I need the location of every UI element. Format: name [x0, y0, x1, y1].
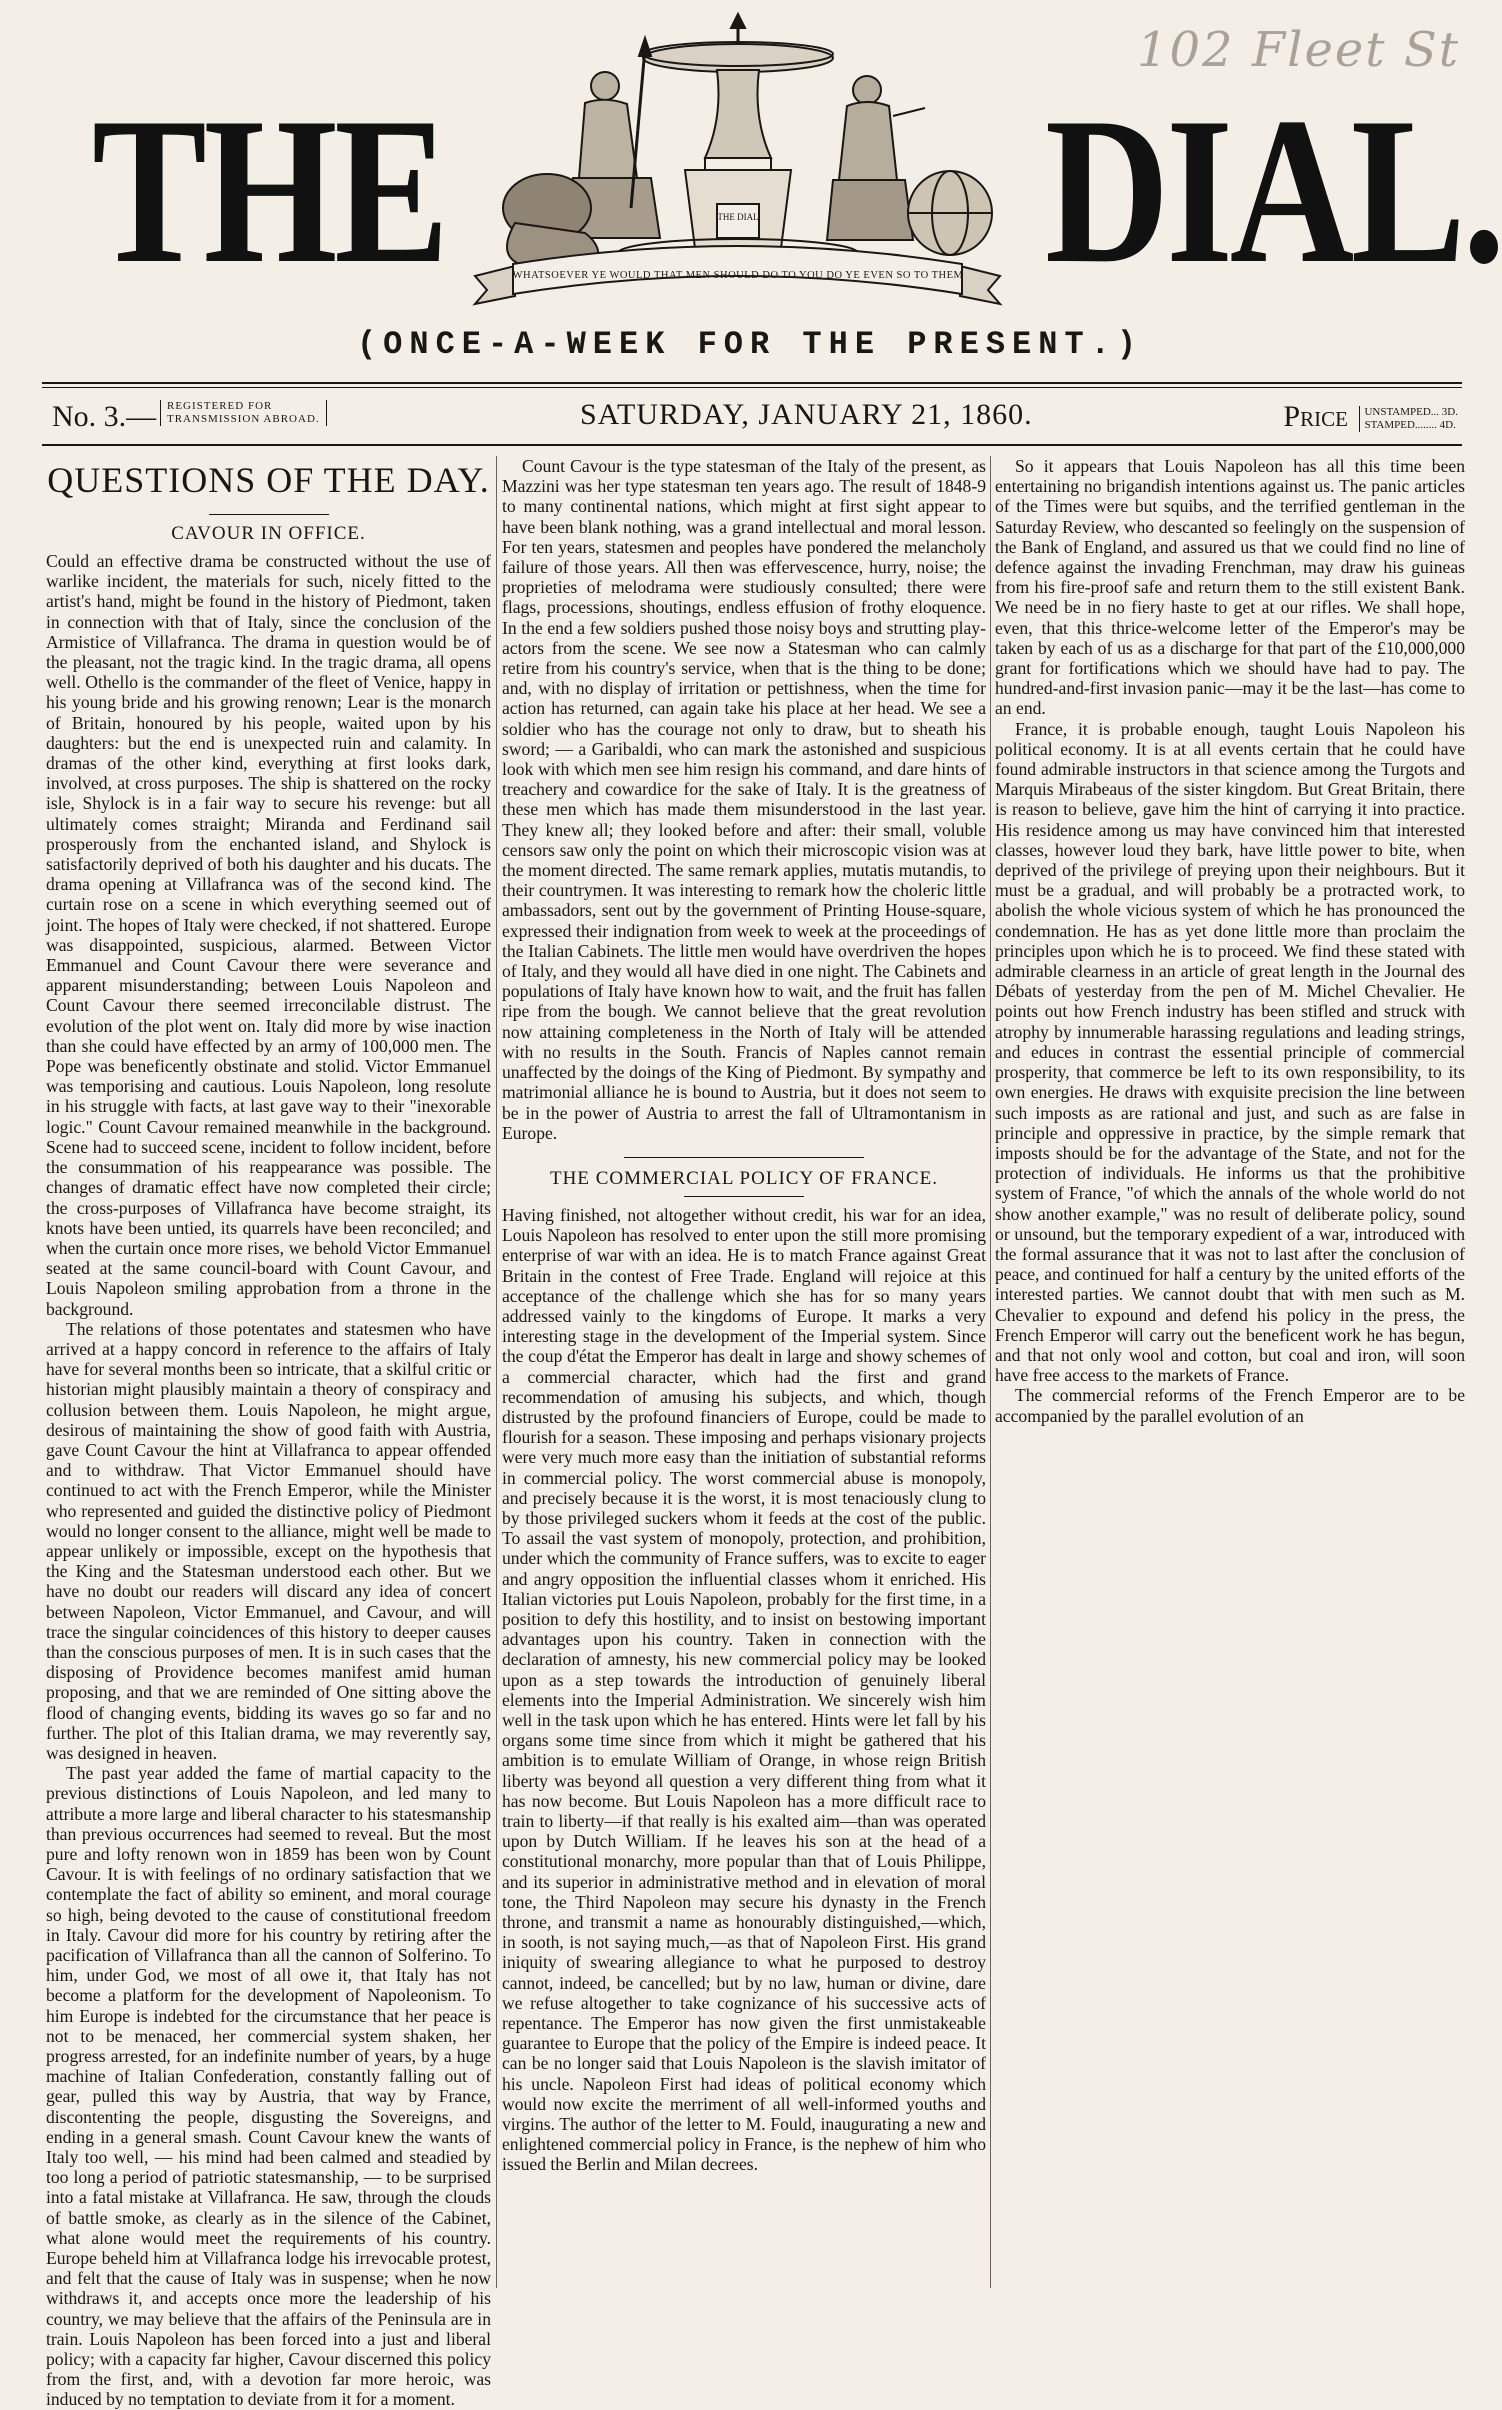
price-options	[1359, 406, 1458, 432]
article-paragraph: The commercial reforms of the French Emperor are to be accompanied by the parallel evolution of an	[995, 1385, 1465, 1426]
column-3	[995, 456, 1465, 2288]
issue-number: No. 3.—	[52, 400, 157, 433]
column-divider-2	[990, 456, 991, 2288]
article-paragraph: So it appears that Louis Napoleon has all this time been entertaining no brigandish intentions against us. The panic articles of the Times were but squibs, and the terrified gentleman in the Saturday Review, who descanted so feelingly on the suspension of the Bank of England, and assured us that we could find no line of defence against the invading Frenchman, may draw his guineas from his fire-proof safe and return them to the still existent Bank. We need be in no fiery haste to get at our rifles. We shall hope, even, that this thrice-welcome letter of the Emperor's may be taken by each of us as a discharge for that part of the £10,000,000 grant for fortifications which we should have had to pay. The hundred-and-first invasion panic—may it be the last—has come to an end.	[995, 456, 1465, 719]
article-separator	[624, 1157, 864, 1158]
dial-label: THE DIAL	[717, 212, 759, 222]
price-unstamped: UNSTAMPED... 3D.	[1364, 406, 1458, 419]
registration-line-2: TRANSMISSION ABROAD.	[167, 413, 320, 425]
masthead-title-left: THE	[92, 75, 446, 307]
motto-text: WHATSOEVER YE WOULD THAT MEN SHOULD DO TO YOU DO YE EVEN SO TO THEM	[512, 270, 964, 281]
masthead-rule-top	[42, 382, 1462, 384]
column-2	[502, 456, 986, 2288]
masthead-rule-top-thin	[42, 387, 1462, 388]
article-heading-commercial-policy: THE COMMERCIAL POLICY OF FRANCE.	[550, 1167, 938, 1189]
handwritten-address-note: 102 Fleet St	[1136, 22, 1460, 78]
dateline	[42, 398, 1462, 440]
price-stamped: STAMPED........ 4D.	[1364, 419, 1456, 432]
article-heading-cavour: CAVOUR IN OFFICE.	[171, 523, 366, 544]
dateline-rule-bottom	[42, 444, 1462, 446]
article-paragraph: The relations of those potentates and statesmen who have arrived at a happy concord in reference to the affairs of Italy have for several months been so intricate, that a skilful critic or historian might plausibly maintain a theory of conspiracy and collusion between them. Louis Napoleon, he might argue, desirous of maintaining the show of good faith with Austria, gave Count Cavour the hint at Villafranca to appear offended and to withdraw. That Victor Emmanuel should have continued to act with the French Emperor, while the Minister who represented and guided the distinctive policy of Piedmont would no longer consent to the alliance, might well be made to appear unlikely or impossible, except on the hypothesis that the King and the Statesman understood each other. But we have no doubt our readers will discard any idea of concert between Napoleon, Victor Emmanuel, and Cavour, and will trace the singular coincidences of this history to deeper causes than the conscious purposes of men. It is in such cases that the disposing of Providence becomes manifest amid human proposing, and that we are reminded of One sitting above the flood of changing events, bidding its waves go so far and no further. The plot of this Italian drama, we may reverently say, was designed in heaven.	[46, 1318, 491, 1763]
article-paragraph: Count Cavour is the type statesman of the Italy of the present, as Mazzini was her type statesman ten years ago. The result of 1848-9 to many continental nations, which might at first sight appear to have been blank nothing, was a grand intellectual and moral lesson. For ten years, statesmen and peoples have pondered the melancholy failure of those years. All then was effervescence, hurry, noise; the proprieties of melodrama were studiously consulted; there were flags, processions, shoutings, endless effusion of frothy eloquence. In the end a few soldiers pushed those noisy boys and strutting play-actors from the scene. We see now a Statesman who can calmly retire from his country's service, when that is the thing to be done; and, with no display of irritation or pettishness, when the time for action has returned, can again take his place at her head. We see a soldier who has the courage not only to draw, but to sheath his sword; — a Garibaldi, who can mark the astonished and suspicious look with which men see him resign his command, and dare hints of treachery and cowardice for the sake of Italy. It is the greatness of these men which has made them misunderstood in the last year. They knew all; they looked before and after: their small, voluble censors saw only the point on which their microscopic vision was at the moment directed. The same remark applies, mutatis mutandis, to their countrymen. It was interesting to remark how the choleric little ambassadors, sent out by the government of Printing House-square, expressed their indignation from week to week at the proceedings of the Italian Cabinets. The little men would have overdriven the hopes of Italy, and they would all have died in one night. The Cabinets and populations of Italy have known how to wait, and the fruit has fallen ripe from the bough. We cannot believe that the great revolution now attaining completeness in the North of Italy will be attended with no results in the South. Francis of Naples cannot remain unaffected by the doings of the King of Piedmont. By sympathy and matrimonial alliance he is bound to Austria, but it does not seem to be in the power of Austria to arrest the fall of Ultramontanism in Europe.	[502, 456, 986, 1143]
globe-icon	[908, 171, 992, 255]
masthead-subtitle: (ONCE-A-WEEK FOR THE PRESENT.)	[356, 326, 1144, 363]
article-heading-rule	[684, 1196, 804, 1197]
masthead-title-right: DIAL.	[1045, 75, 1502, 307]
registration-line-1: REGISTERED FOR	[167, 400, 273, 412]
price	[1283, 400, 1458, 434]
article-paragraph: Could an effective drama be constructed without the use of warlike incident, the materials for such, nicely fitted to the artist's hand, might be found in the history of Piedmont, taken in connection with that of Italy, since the conclusion of the Armistice of Villafranca. The drama in question would be of the pleasant, not the tragic kind. In the tragic drama, all opens well. Othello is the commander of the fleet of Venice, happy in his young bride and his growing renown; Lear is the monarch of Britain, honoured by his people, waited upon by his daughters: but the end is unexpected ruin and calamity. In dramas of the other kind, everything at first looks dark, involved, at cross purposes. The ship is shattered on the rocky isle, Shylock is in a fair way to secure his revenge: but all ultimately comes straight; Miranda and Ferdinand sail prosperously from the enchanted island, and Shylock is satisfactorily deprived of both his daughter and his ducats. The drama opening at Villafranca was of the second kind. The curtain rose on a scene in which everything seemed out of joint. The hopes of Italy were checked, if not shattered. Europe was disappointed, suspicious, alarmed. Between Victor Emmanuel and Count Cavour there were severance and apparent misunderstanding; between Louis Napoleon and Count Cavour there seemed irreconcilable distrust. The evolution of the plot went on. Italy did more by wise inaction than she could have effected by an army of 100,000 men. The Pope was beneficently obstinate and stolid. Victor Emmanuel was temporising and cautious. Louis Napoleon, long resolute in his struggle with facts, at last gave way to their "inexorable logic." Count Cavour remained meanwhile in the background. Scene had to succeed scene, incident to follow incident, before the consummation of his reappearance was possible. The changes of dramatic effect have now completed their circle; the cross-purposes of Villafranca have become straight, its knots have been untied, its quarrels have been reconciled; and when the curtain once more rises, we behold Victor Emmanuel seated at the same council-board with Count Cavour, and Louis Napoleon smiling approbation from a throne in the background.	[46, 551, 491, 1319]
section-title-rule	[209, 514, 329, 515]
article-paragraph: The past year added the fame of martial capacity to the previous distinctions of Louis Napoleon, and led many to attribute a more large and liberal character to his statesmanship than previous occurrences had seemed to reveal. But the most pure and lofty renown won in 1859 has been won by Count Cavour. It is with feelings of no ordinary satisfaction that we contemplate the fact of ability so eminent, and moral courage so high, being devoted to the cause of constitutional freedom in Italy. Cavour did more for his country by retiring after the pacification of Villafranca than all the cannon of Solferino. To him, under God, we most of all owe it, that Italy has not become a platform for the development of Napoleonism. To him Europe is indebted for the circumstance that her peace is not to be menaced, her commercial system shaken, her progress arrested, for an indefinite number of years, by a huge machine of Italian Confederation, constantly falling out of gear, pulled this way by Austria, that way by France, discontenting the people, disgusting the Sovereigns, and ending in a general smash. Count Cavour knew the wants of Italy too well, — his mind had been calmed and steadied by too long a period of patriotic statesmanship, — to be surprised into a fatal mistake at Villafranca. He saw, through the clouds of battle smoke, as clearly as in the silence of the Cabinet, what alone would meet the requirements of his country. Europe beheld him at Villafranca lodge his irrevocable protest, and felt that the cause of Italy was in suspense; when he now withdraws it, and accepts once more the leadership of his country, we may believe that the affairs of the Peninsula are in train. Louis Napoleon has been forced into a just and liberal policy; with a capacity far higher, Cavour discerned this policy from the first, and, with a devotion far more heroic, was induced by no temptation to deviate from it for a moment.	[46, 1763, 491, 2410]
column-divider-1	[496, 456, 497, 2288]
issue-date: SATURDAY, JANUARY 21, 1860.	[580, 398, 1033, 431]
article-paragraph: France, it is probable enough, taught Louis Napoleon his political economy. It is at all events certain that he could have found admirable instructors in that science among the Turgots and Marquis Mirabeaus of the sister kingdom. But Great Britain, there is reason to believe, gave him the hint of carrying it into practice. His residence among us may have convinced him that interested classes, however loud they bark, have little power to bite, when deprived of the privilege of preying upon their neighbours. But it must be a gradual, and will probably be a protracted work, to abolish the whole vicious system of which he has pronounced the condemnation. He has as yet done little more than proclaim the principles upon which he is to proceed. We find these stated with admirable clearness in an article of great length in the Journal des Débats of yesterday from the pen of M. Michel Chevalier. He points out how French industry has been stifled and struck with atrophy by innumerable harassing regulations and leading strings, and educes in contrast the essential principle of commercial prosperity, that commerce be left to its own responsibility, to its own energies. He draws with exquisite precision the line between such imposts as are rational and just, and such as are false in principle and oppressive in practice, by the simple remark that imposts should be for the advantage of the State, and not for the protection of individuals. He informs us that the prohibitive system of France, "of which the annals of the whole world do not show another example," was no result of deliberate policy, sound or unsound, but the temporary expedient of a war, introduced with the formal assurance that it was not to last after the conclusion of peace, and continued for half a century by the united efforts of the interested parties. We cannot doubt that with men such as M. Chevalier to expound and defend his policy in the press, the French Emperor will carry out the beneficent work he has begun, and that not only wool and cotton, but coal and iron, will soon have free access to the markets of France.	[995, 718, 1465, 1386]
section-title: QUESTIONS OF THE DAY.	[47, 460, 490, 500]
article-paragraph: Having finished, not altogether without credit, his war for an idea, Louis Napoleon has resolved to enter upon the still more promising enterprise of war with an idea. He is to match France against Great Britain in the contest of Free Trade. England will rejoice at this acceptance of the challenge which she has for so many years addressed vainly to the kingdoms of Europe. It marks a very interesting stage in the development of the Imperial system. Since the coup d'état the Emperor has dealt in large and showy schemes of a commercial character, which had the first and grand recommendation of amusing his subjects, and which, though distrusted by the profound financiers of Europe, could be made to flourish for a season. These imposing and perhaps visionary projects were very much more easy than the initiation of substantial reforms in commercial policy. The worst commercial abuse is monopoly, and precisely because it is the worst, it is most tenaciously clung to by those privileged suckers whom it feeds at the cost of the public. To assail the vast system of monopoly, protection, and prohibition, under which the community of France suffers, was to excite to eager and angry opposition the influential classes whom it enriched. His Italian victories put Louis Napoleon, probably for the first time, in a position to defy this hostility, and to insist on bestowing important advantages upon his country. Taken in connection with the declaration of amnesty, his new commercial policy may be looked upon as a step towards the introduction of genuinely liberal elements into the Imperial Administration. We sincerely wish him well in the task upon which he has entered. Hints were let fall by his organs some time since from which it might be gathered that his ambition is to emulate William of Orange, in whose reign British liberty was beyond all question a very different thing from what it has now become. But Louis Napoleon has a more difficult race to train to liberty—if that really is his exalted aim—than was operated upon by Dutch William. If he leaves his son at the head of a constitutional monarchy, more popular than that of Louis Philippe, and its superior in administrative method and in elevation of moral tone, the Third Napoleon may secure his dynasty in the French throne, and transmit a name as honourably distinguished,—which, in sooth, is not saying much,—as that of Napoleon First. His grand iniquity of swearing allegiance to what he purposed to destroy cannot, indeed, be cancelled; but by no law, human or divine, dare we refuse altogether to take cognizance of his successive acts of repentance. The Emperor has now given the first unmistakeable guarantee to Europe that the policy of the Empire is indeed peace. It can be no longer said that Louis Napoleon is the slavish imitator of his uncle. Napoleon First had ideas of political economy which would now excite the merriment of all well-informed youths and virgins. The author of the letter to M. Fould, inaugurating a new and enlightened commercial policy in France, is the nephew of him who issued the Berlin and Milan decrees.	[502, 1204, 986, 2175]
column-1	[46, 456, 491, 2410]
price-label: Price	[1283, 400, 1348, 433]
masthead-vignette	[455, 8, 1020, 308]
registration-note	[160, 400, 327, 426]
